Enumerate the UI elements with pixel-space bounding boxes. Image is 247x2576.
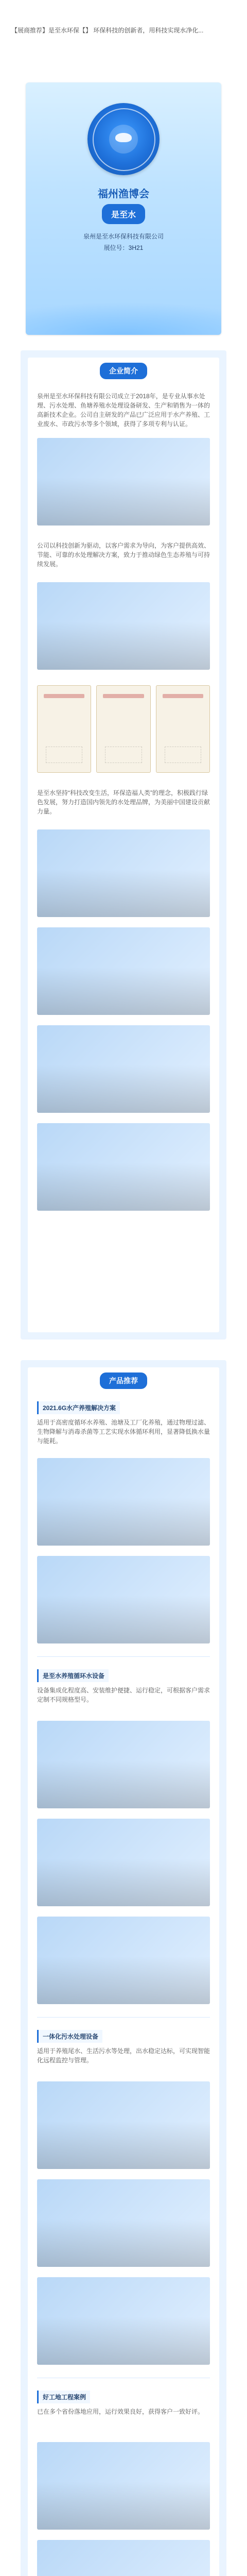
product-photo-9 xyxy=(37,2442,210,2530)
certificate-1 xyxy=(37,685,91,773)
brand-logo-mark xyxy=(109,125,138,154)
product-pill: 产品推荐 xyxy=(100,1372,147,1389)
company-intro-paragraph-2: 公司以科技创新为驱动，以客户需求为导向，为客户提供高效、节能、可靠的水处理解决方案，致力于推动绿色生态养殖与可持续发展。 xyxy=(37,542,210,568)
product-photo-2 xyxy=(37,1556,210,1643)
product-photo-5 xyxy=(37,1917,210,2004)
hero-company: 泉州是至水环保科技有限公司 xyxy=(83,233,164,240)
product-subtitle-3: 一体化污水处理设备 xyxy=(37,2030,102,2043)
product-paragraph-1: 适用于高密度循环水养殖、池塘及工厂化养殖，通过物理过滤、生物降解与消毒杀菌等工艺实现水体循环利用，显著降低换水量与能耗。 xyxy=(37,1419,210,1445)
product-section xyxy=(21,1360,226,2576)
hero-badge: 是至水 xyxy=(102,204,145,224)
product-subtitle-4: 好工地工程案例 xyxy=(37,2391,90,2403)
company-photo-6 xyxy=(37,1123,210,1211)
product-photo-4 xyxy=(37,1819,210,1906)
company-intro-pill: 企业简介 xyxy=(100,363,147,379)
product-photo-8 xyxy=(37,2277,210,2365)
product-photo-7 xyxy=(37,2179,210,2267)
hero-card xyxy=(26,82,221,335)
product-photo-1 xyxy=(37,1458,210,1546)
intro-text: 【展商推荐】是至水环保【】 环保科技的创新者，用科技实现水净化... xyxy=(11,27,204,34)
company-intro-section xyxy=(21,350,226,1340)
certificate-2 xyxy=(96,685,150,773)
hero-wave xyxy=(26,258,221,335)
product-subtitle-1: 2021.6G水产养殖解决方案 xyxy=(37,1401,120,1414)
product-photo-6 xyxy=(37,2081,210,2169)
product-paragraph-3: 适用于养殖尾水、生活污水等处理，出水稳定达标，可实现智能化远程监控与管理。 xyxy=(37,2047,210,2064)
company-intro-paragraph-3: 是至水坚持“科技改变生活，环保造福人类”的理念，积极践行绿色发展，努力打造国内领先的水处理品牌，为美丽中国建设贡献力量。 xyxy=(37,789,210,815)
product-subtitle-2: 是至水养殖循环水设备 xyxy=(37,1669,109,1682)
product-rule-2 xyxy=(37,2017,210,2018)
company-photo-1 xyxy=(37,438,210,526)
company-certificates xyxy=(37,685,210,773)
hero-booth: 展位号：3H21 xyxy=(103,244,144,251)
hero-title: 福州渔博会 xyxy=(98,189,149,200)
product-paragraph-4: 已在多个省份落地应用，运行效果良好，获得客户一致好评。 xyxy=(37,2408,204,2415)
product-paragraph-2: 设备集成化程度高、安装维护便捷、运行稳定，可根据客户需求定制不同规格型号。 xyxy=(37,1687,210,1703)
product-photo-3 xyxy=(37,1721,210,1808)
product-photo-10 xyxy=(37,2540,210,2576)
certificate-3 xyxy=(156,685,210,773)
product-rule-1 xyxy=(37,1656,210,1657)
company-intro-paragraph-1: 泉州是至水环保科技有限公司成立于2018年，是专业从事水处理、污水处理、鱼塘养殖水处理设备研发、生产和销售为一体的高新技术企业。公司自主研发的产品已广泛应用于水产养殖、工业废水、市政污水等多个领域，获得了多项专利与认证。 xyxy=(37,393,210,428)
company-photo-4 xyxy=(37,927,210,1015)
company-photo-2 xyxy=(37,582,210,670)
company-photo-5 xyxy=(37,1025,210,1113)
company-photo-3 xyxy=(37,829,210,917)
brand-logo-icon xyxy=(87,103,160,175)
